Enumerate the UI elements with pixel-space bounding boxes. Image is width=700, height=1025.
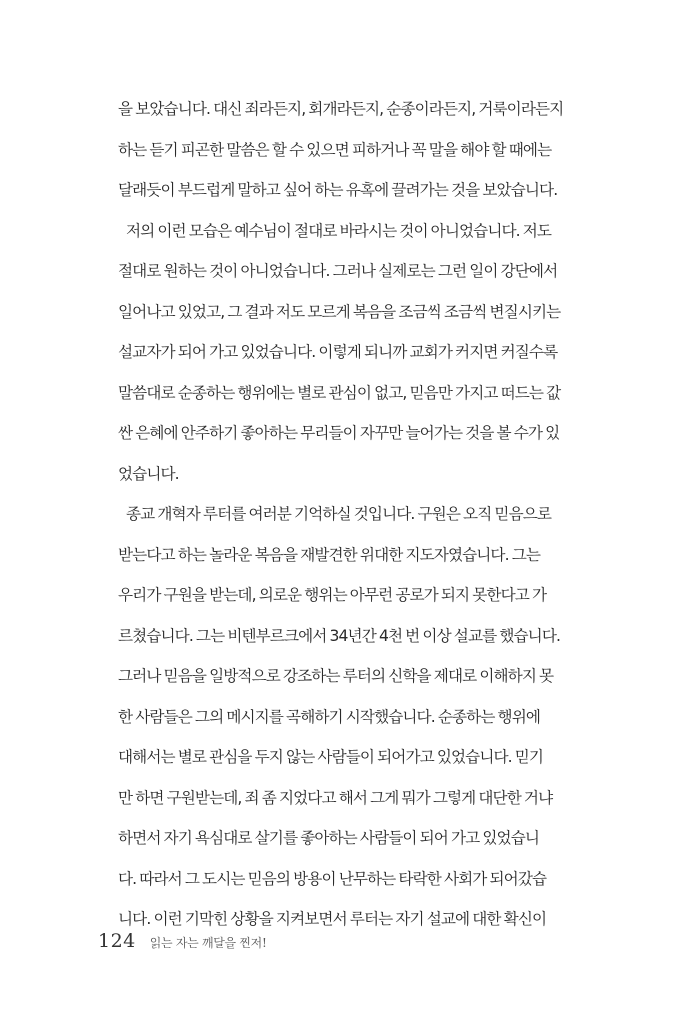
page-number: 124 <box>98 930 136 952</box>
body-line: 절대로 원하는 것이 아니었습니다. 그러나 실제로는 그런 일이 강단에서 <box>118 262 558 280</box>
running-title: 읽는 자는 깨달을 찐저! <box>149 936 267 950</box>
body-line: 하면서 자기 욕심대로 살기를 좋아하는 사람들이 되어 가고 있었습니 <box>118 829 540 847</box>
page-footer <box>98 930 266 960</box>
body-line: 다. 따라서 그 도시는 믿음의 방용이 난무하는 타락한 사회가 되어갔습 <box>118 869 547 888</box>
body-line: 만 하면 구원받는데, 죄 좀 지었다고 해서 그게 뭐가 그렇게 대단한 거냐 <box>118 788 553 807</box>
body-line: 한 사람들은 그의 메시지를 곡해하기 시작했습니다. 순종하는 행위에 <box>118 707 541 726</box>
body-line: 르쳤습니다. 그는 비텐부르크에서 34년간 4천 번 이상 설교를 했습니다. <box>118 626 561 645</box>
body-line: 설교자가 되어 가고 있었습니다. 이렇게 되니까 교회가 커지면 커질수록 <box>118 343 558 361</box>
body-line: 받는다고 하는 놀라운 복음을 재발견한 위대한 지도자였습니다. 그는 <box>118 545 541 564</box>
body-line: 저의 이런 모습은 예수님이 절대로 바라시는 것이 아니었습니다. 저도 <box>126 221 552 240</box>
body-line: 었습니다. <box>118 464 179 483</box>
body-line: 을 보았습니다. 대신 죄라든지, 회개라든지, 순종이라든지, 거룩이라든지 <box>118 100 564 118</box>
body-line: 그러나 믿음을 일방적으로 강조하는 루터의 신학을 제대로 이해하지 못 <box>118 667 554 685</box>
body-line: 니다. 이런 기막힌 상황을 지켜보면서 루터는 자기 설교에 대한 확신이 <box>118 910 547 928</box>
body-line: 종교 개혁자 루터를 여러분 기억하실 것입니다. 구원은 오직 믿음으로 <box>126 505 552 523</box>
body-line: 하는 듣기 피곤한 말씀은 할 수 있으면 피하거나 꼭 말을 해야 할 때에는 <box>118 140 552 159</box>
body-line: 싼 은혜에 안주하기 좋아하는 무리들이 자꾸만 늘어가는 것을 볼 수가 있 <box>118 424 560 442</box>
page-body <box>118 89 580 940</box>
body-line: 우리가 구원을 받는데, 의로운 행위는 아무런 공로가 되지 못한다고 가 <box>118 586 547 604</box>
body-line: 일어나고 있었고, 그 결과 저도 모르게 복음을 조금씩 조금씩 변질시키는 <box>118 302 561 321</box>
body-line: 대해서는 별로 관심을 두지 않는 사람들이 되어가고 있었습니다. 믿기 <box>118 748 544 766</box>
body-line: 말씀대로 순종하는 행위에는 별로 관심이 없고, 믿음만 가지고 떠드는 값 <box>118 383 561 402</box>
body-line: 달래듯이 부드럽게 말하고 싶어 하는 유혹에 끌려가는 것을 보았습니다. <box>118 181 558 199</box>
